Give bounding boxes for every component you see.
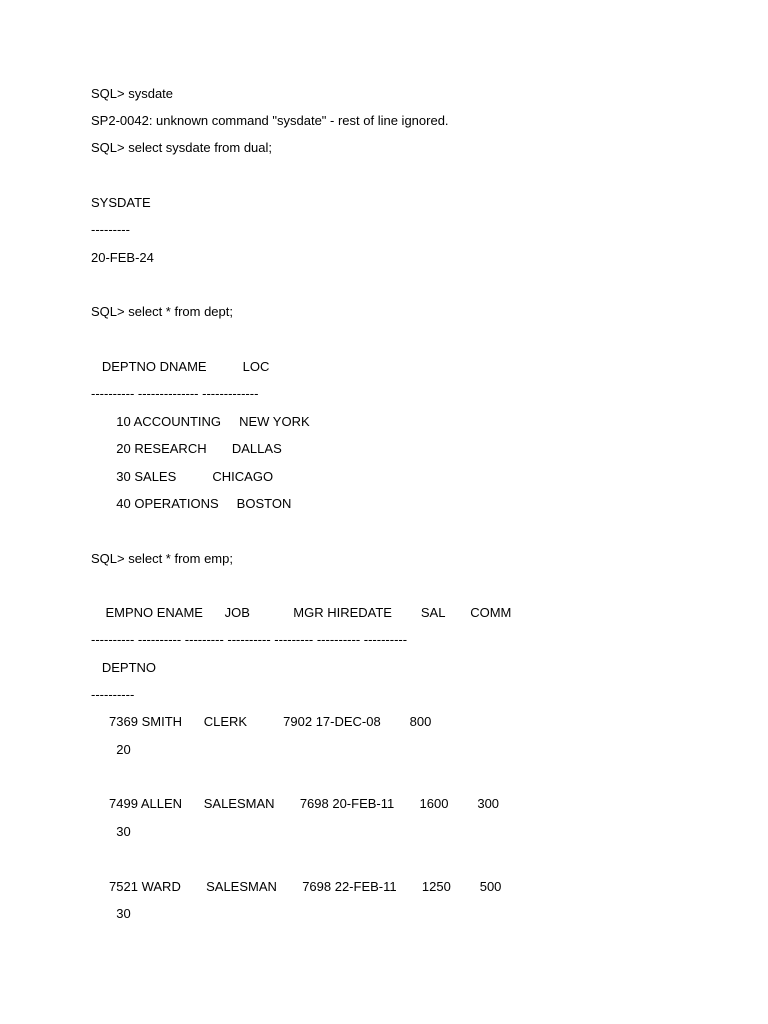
doc-line: --------- (91, 222, 130, 237)
doc-line: SQL> select * from emp; (91, 551, 233, 566)
doc-line: SYSDATE (91, 195, 151, 210)
doc-line: ---------- ---------- --------- ---------- --------- ---------- ---------- (91, 632, 408, 647)
doc-line: DEPTNO DNAME LOC (91, 359, 270, 374)
doc-line: 7369 SMITH CLERK 7902 17-DEC-08 800 (91, 714, 432, 729)
doc-line: ---------- -------------- ------------- (91, 386, 259, 401)
doc-line: SQL> sysdate (91, 86, 174, 101)
doc-line: 30 (91, 906, 131, 921)
doc-line: 20 (91, 742, 131, 757)
doc-line: SQL> select * from dept; (91, 304, 233, 319)
doc-line: EMPNO ENAME JOB MGR HIREDATE SAL COMM (91, 605, 512, 620)
doc-line: 40 OPERATIONS BOSTON (91, 496, 292, 511)
doc-line: 20 RESEARCH DALLAS (91, 441, 282, 456)
doc-line: 30 (91, 824, 131, 839)
doc-line: SP2-0042: unknown command "sysdate" - rest of line ignored. (91, 113, 449, 128)
doc-line: 7521 WARD SALESMAN 7698 22-FEB-11 1250 500 (91, 879, 502, 894)
doc-line: 10 ACCOUNTING NEW YORK (91, 414, 310, 429)
doc-line: 30 SALES CHICAGO (91, 469, 274, 484)
doc-line: ---------- (91, 687, 135, 702)
doc-line: 20-FEB-24 (91, 250, 154, 265)
doc-line: DEPTNO (91, 660, 157, 675)
doc-line: 7499 ALLEN SALESMAN 7698 20-FEB-11 1600 300 (91, 796, 500, 811)
doc-line: SQL> select sysdate from dual; (91, 140, 273, 155)
